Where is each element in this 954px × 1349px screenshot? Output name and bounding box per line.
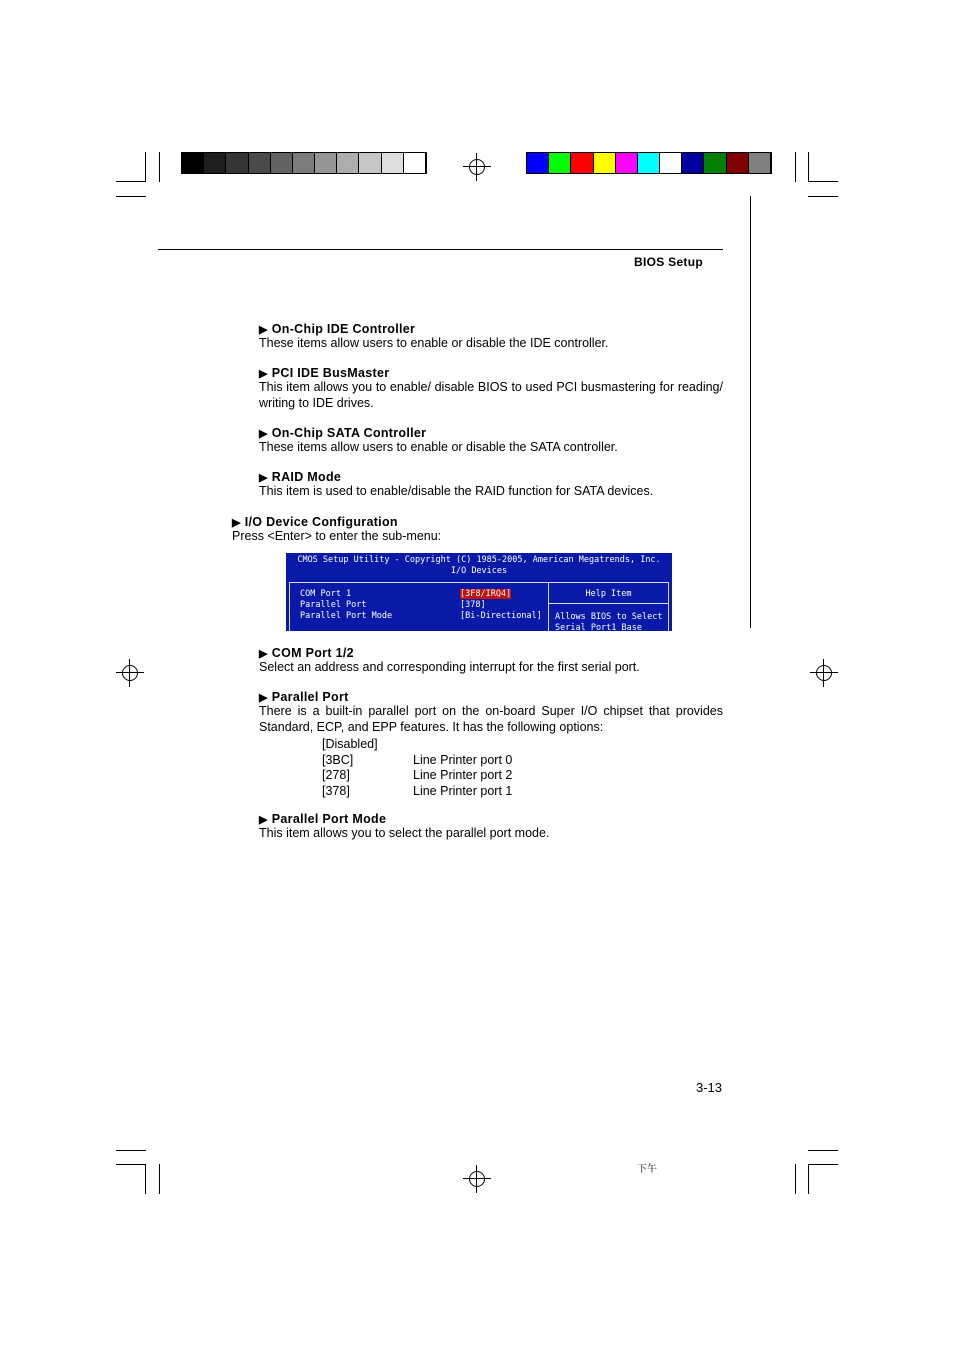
crop-mark xyxy=(145,1164,146,1194)
color-swatch xyxy=(549,153,571,173)
header-rule xyxy=(158,249,723,250)
item-heading: ▶ COM Port 1/2 xyxy=(259,646,354,660)
item-on-chip-sata xyxy=(259,426,723,456)
color-swatch xyxy=(293,153,315,173)
crop-mark xyxy=(116,181,146,182)
crop-mark xyxy=(116,1164,146,1165)
arrow-icon: ▶ xyxy=(259,472,268,484)
color-swatch xyxy=(527,153,549,173)
option-desc: Line Printer port 2 xyxy=(413,768,513,782)
crop-mark xyxy=(795,152,796,182)
registration-mark-icon xyxy=(116,659,144,687)
bios-row-value[interactable]: [3F8/IRQ4] xyxy=(460,589,512,599)
color-swatch xyxy=(226,153,248,173)
crop-mark xyxy=(808,1164,838,1165)
color-bar xyxy=(526,152,772,174)
crop-mark xyxy=(116,196,146,197)
margin-rule xyxy=(750,196,751,628)
color-swatch xyxy=(616,153,638,173)
crop-mark xyxy=(808,152,809,182)
color-swatch xyxy=(249,153,271,173)
item-description: Press <Enter> to enter the sub-menu: xyxy=(232,529,442,543)
item-com-port xyxy=(259,646,723,676)
item-heading: ▶ Parallel Port xyxy=(259,690,349,704)
item-on-chip-ide xyxy=(259,322,723,352)
bios-row-label[interactable]: Parallel Port xyxy=(300,600,367,610)
item-parallel-port xyxy=(259,690,723,735)
option-desc: Line Printer port 1 xyxy=(413,784,513,798)
color-swatch xyxy=(182,153,204,173)
item-heading: ▶ On-Chip IDE Controller xyxy=(259,322,416,336)
item-description: These items allow users to enable or disable the IDE controller. xyxy=(259,336,609,350)
item-heading: ▶ On-Chip SATA Controller xyxy=(259,426,427,440)
bios-subtitle: I/O Devices xyxy=(450,566,508,576)
item-heading: ▶ Parallel Port Mode xyxy=(259,812,387,826)
arrow-icon: ▶ xyxy=(232,517,241,529)
color-swatch xyxy=(204,153,226,173)
bios-title: CMOS Setup Utility - Copyright (C) 1985-2005, American Megatrends, Inc. xyxy=(297,555,661,565)
registration-mark-icon xyxy=(463,1165,491,1193)
color-swatch xyxy=(337,153,359,173)
item-pci-ide-busmaster xyxy=(259,366,723,411)
color-swatch xyxy=(727,153,749,173)
item-raid-mode xyxy=(259,470,723,500)
print-mark: 下午 xyxy=(637,1164,657,1175)
page-number: 3-13 xyxy=(695,1080,722,1095)
crop-mark xyxy=(159,152,160,182)
crop-mark xyxy=(159,1164,160,1194)
bios-help-text: Serial Port1 Base xyxy=(555,623,642,631)
option-value: [Disabled] xyxy=(322,737,378,751)
color-swatch xyxy=(271,153,293,173)
bios-row-label[interactable]: COM Port 1 xyxy=(300,589,352,599)
color-swatch xyxy=(359,153,381,173)
bios-help-divider xyxy=(548,603,669,604)
bios-help-title: Help Item xyxy=(585,589,632,599)
crop-mark xyxy=(145,152,146,182)
color-swatch xyxy=(660,153,682,173)
item-heading: ▶ RAID Mode xyxy=(259,470,342,484)
arrow-icon: ▶ xyxy=(259,324,268,336)
item-description: This item allows you to enable/ disable BIOS to used PCI busmastering for reading/ writing to IDE drives. xyxy=(259,380,723,410)
color-swatch xyxy=(382,153,404,173)
item-description: This item allows you to select the parallel port mode. xyxy=(259,826,550,840)
color-swatch xyxy=(594,153,616,173)
crop-mark xyxy=(808,181,838,182)
option-value: [278] xyxy=(322,768,350,782)
crop-mark xyxy=(808,196,838,197)
item-heading: ▶ PCI IDE BusMaster xyxy=(259,366,390,380)
bios-row-label[interactable]: Parallel Port Mode xyxy=(300,611,393,621)
arrow-icon: ▶ xyxy=(259,428,268,440)
crop-mark xyxy=(808,1164,809,1194)
section-title: BIOS Setup xyxy=(633,255,703,269)
color-swatch xyxy=(749,153,771,173)
item-heading: ▶ I/O Device Configuration xyxy=(232,515,398,529)
arrow-icon: ▶ xyxy=(259,814,268,826)
color-swatch xyxy=(315,153,337,173)
bios-help-text: Allows BIOS to Select xyxy=(555,612,663,622)
crop-mark xyxy=(795,1164,796,1194)
color-swatch xyxy=(704,153,726,173)
option-desc: Line Printer port 0 xyxy=(413,753,513,767)
bios-row-value[interactable]: [Bi-Directional] xyxy=(460,611,542,621)
color-swatch xyxy=(682,153,704,173)
item-description: Select an address and corresponding interrupt for the first serial port. xyxy=(259,660,640,674)
arrow-icon: ▶ xyxy=(259,692,268,704)
color-swatch xyxy=(571,153,593,173)
bios-row-value[interactable]: [378] xyxy=(460,600,486,610)
crop-mark xyxy=(808,1150,838,1151)
registration-mark-icon xyxy=(810,659,838,687)
color-swatch xyxy=(404,153,426,173)
registration-mark-icon xyxy=(463,153,491,181)
option-value: [3BC] xyxy=(322,753,354,767)
crop-mark xyxy=(116,1150,146,1151)
arrow-icon: ▶ xyxy=(259,368,268,380)
item-parallel-port-mode xyxy=(259,812,723,842)
grayscale-bar xyxy=(181,152,427,174)
option-value: [378] xyxy=(322,784,350,798)
item-io-device-config xyxy=(232,515,723,545)
bios-screenshot xyxy=(286,553,672,631)
item-description: There is a built-in parallel port on the on-board Super I/O chipset that provides Standard, ECP, and EPP features. It has the following options: xyxy=(259,704,723,734)
arrow-icon: ▶ xyxy=(259,648,268,660)
item-description: This item is used to enable/disable the RAID function for SATA devices. xyxy=(259,484,654,498)
color-swatch xyxy=(638,153,660,173)
item-description: These items allow users to enable or disable the SATA controller. xyxy=(259,440,618,454)
